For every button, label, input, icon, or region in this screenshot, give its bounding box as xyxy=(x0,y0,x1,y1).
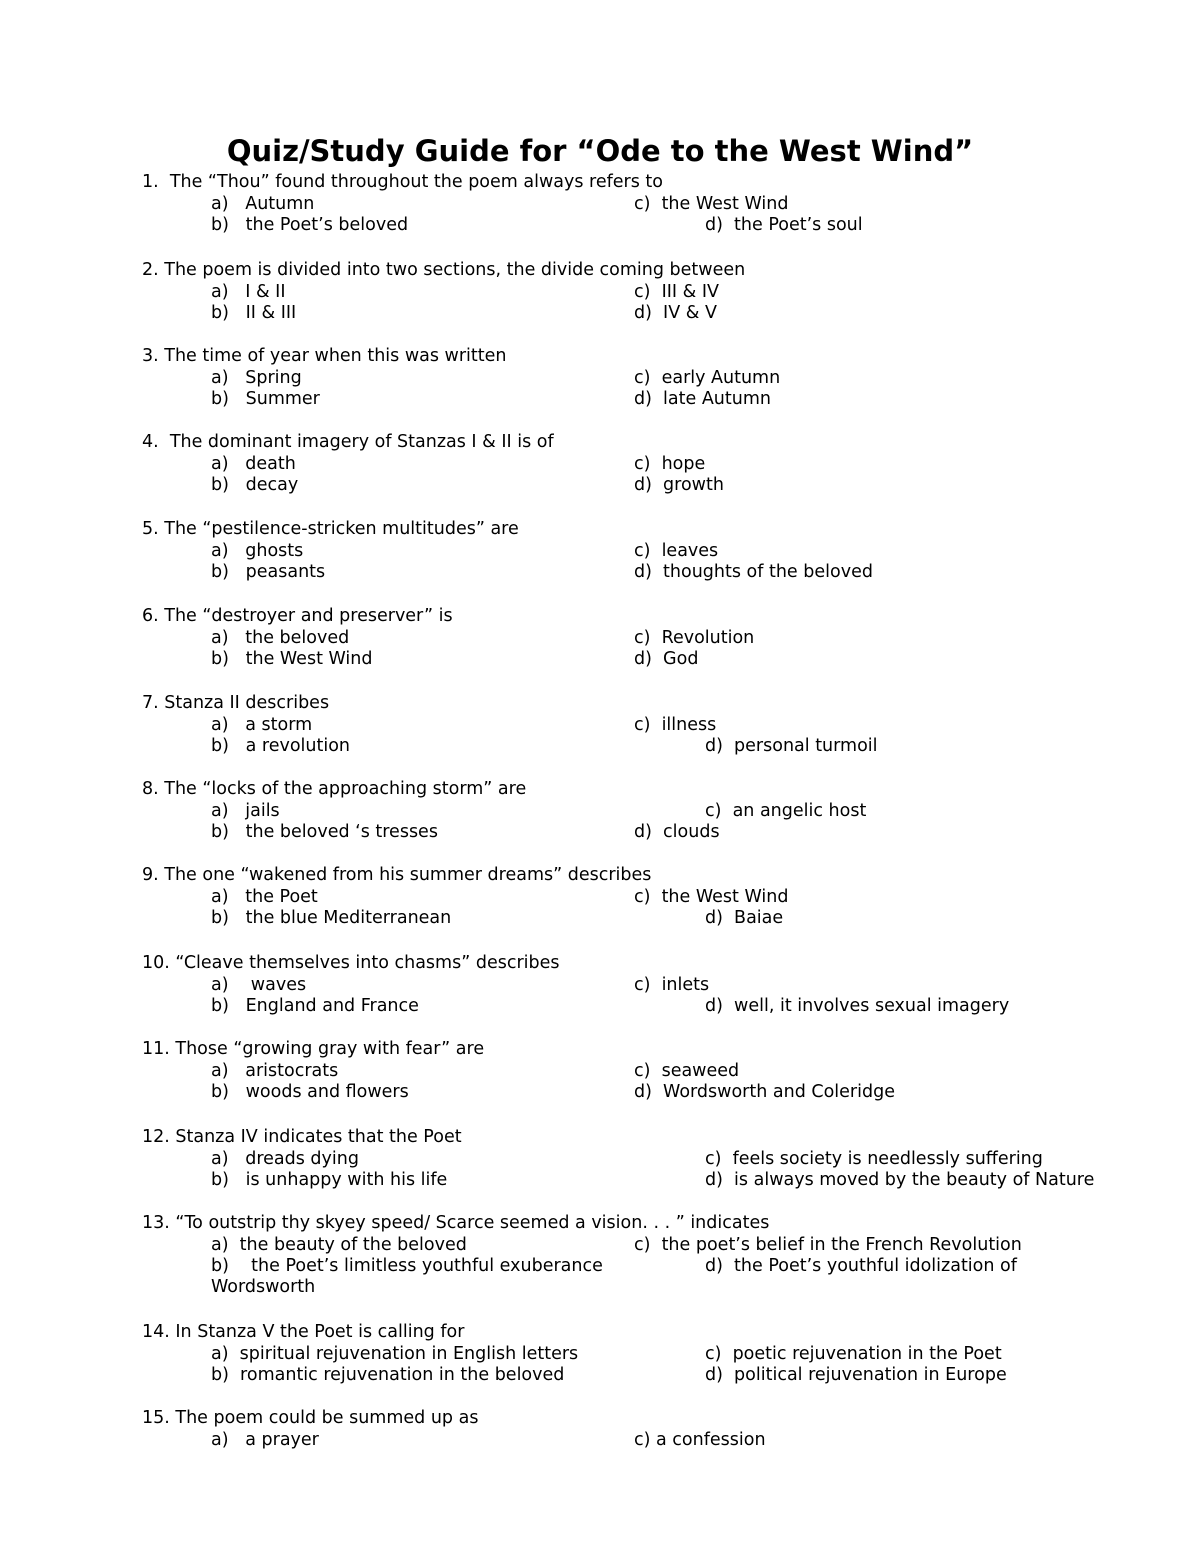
choice-a: a) dreads dying xyxy=(211,1149,359,1169)
choice-d: d) Baiae xyxy=(705,908,784,928)
choice-c: c) Revolution xyxy=(634,628,755,648)
choice-d: d) the Poet’s soul xyxy=(705,215,863,235)
choice-b: b) decay xyxy=(211,475,299,495)
choice-c: c) III & IV xyxy=(634,282,719,302)
question-11 xyxy=(0,1038,1200,1128)
question-13 xyxy=(0,1212,1200,1302)
page-title: Quiz/Study Guide for “Ode to the West Wind” xyxy=(226,134,974,169)
choice-c: c) early Autumn xyxy=(634,368,781,388)
choice-a: a) a storm xyxy=(211,715,313,735)
question-stem: 5. The “pestilence-stricken multitudes” are xyxy=(142,519,519,539)
question-stem: 3. The time of year when this was written xyxy=(142,346,507,366)
question-stem: 4. The dominant imagery of Stanzas I & II is of xyxy=(142,432,554,452)
choice-b: b) peasants xyxy=(211,562,326,582)
question-stem: 2. The poem is divided into two sections, the divide coming between xyxy=(142,260,746,280)
choice-a: a) spiritual rejuvenation in English letters xyxy=(211,1344,579,1364)
choice-a: a) death xyxy=(211,454,296,474)
choice-a: a) aristocrats xyxy=(211,1061,339,1081)
question-12 xyxy=(0,1126,1200,1216)
choice-c: c) an angelic host xyxy=(705,801,867,821)
question-stem: 11. Those “growing gray with fear” are xyxy=(142,1039,485,1059)
choice-d: d) growth xyxy=(634,475,724,495)
choice-d-continuation: Wordsworth xyxy=(211,1277,316,1297)
question-stem: 8. The “locks of the approaching storm” are xyxy=(142,779,527,799)
choice-c: c) the West Wind xyxy=(634,887,789,907)
question-stem: 12. Stanza IV indicates that the Poet xyxy=(142,1127,462,1147)
question-stem: 13. “To outstrip thy skyey speed/ Scarce seemed a vision. . . ” indicates xyxy=(142,1213,770,1233)
question-14 xyxy=(0,1321,1200,1411)
choice-c: c) illness xyxy=(634,715,717,735)
choice-b: b) is unhappy with his life xyxy=(211,1170,448,1190)
choice-c: c) the poet’s belief in the French Revolution xyxy=(634,1235,1022,1255)
choice-b: b) a revolution xyxy=(211,736,351,756)
choice-b: b) romantic rejuvenation in the beloved xyxy=(211,1365,565,1385)
choice-b: b) the blue Mediterranean xyxy=(211,908,452,928)
choice-a: a) the Poet xyxy=(211,887,318,907)
question-stem: 14. In Stanza V the Poet is calling for xyxy=(142,1322,465,1342)
choice-d: d) is always moved by the beauty of Nature xyxy=(705,1170,1095,1190)
choice-c: c) poetic rejuvenation in the Poet xyxy=(705,1344,1002,1364)
question-3 xyxy=(0,345,1200,435)
question-8 xyxy=(0,778,1200,868)
choice-d: d) well, it involves sexual imagery xyxy=(705,996,1010,1016)
question-9 xyxy=(0,864,1200,954)
choice-d: d) political rejuvenation in Europe xyxy=(705,1365,1007,1385)
choice-c: c) inlets xyxy=(634,975,710,995)
choice-a: a) jails xyxy=(211,801,280,821)
choice-d: d) Wordsworth and Coleridge xyxy=(634,1082,895,1102)
choice-b: b) the West Wind xyxy=(211,649,373,669)
question-6 xyxy=(0,605,1200,695)
question-2 xyxy=(0,259,1200,349)
choice-a: a) Spring xyxy=(211,368,302,388)
question-stem: 7. Stanza II describes xyxy=(142,693,330,713)
choice-a: a) the beauty of the beloved xyxy=(211,1235,467,1255)
question-stem: 10. “Cleave themselves into chasms” describes xyxy=(142,953,560,973)
choice-d: d) personal turmoil xyxy=(705,736,878,756)
choice-a: a) Autumn xyxy=(211,194,315,214)
choice-a: a) I & II xyxy=(211,282,286,302)
choice-d: d) IV & V xyxy=(634,303,717,323)
choice-a: a) a prayer xyxy=(211,1430,319,1450)
question-4 xyxy=(0,431,1200,521)
choice-d: d) the Poet’s youthful idolization of xyxy=(705,1256,1017,1276)
choice-c: c) hope xyxy=(634,454,706,474)
choice-b: b) the Poet’s beloved xyxy=(211,215,409,235)
question-stem: 9. The one “wakened from his summer dreams” describes xyxy=(142,865,652,885)
choice-d: d) late Autumn xyxy=(634,389,771,409)
choice-c: c) seaweed xyxy=(634,1061,740,1081)
question-stem: 6. The “destroyer and preserver” is xyxy=(142,606,453,626)
choice-b: b) the Poet’s limitless youthful exuberance xyxy=(211,1256,603,1276)
choice-b: b) II & III xyxy=(211,303,297,323)
question-10 xyxy=(0,952,1200,1042)
question-7 xyxy=(0,692,1200,782)
choice-a: a) waves xyxy=(211,975,307,995)
question-15 xyxy=(0,1407,1200,1497)
choice-c: c) feels society is needlessly suffering xyxy=(705,1149,1043,1169)
choice-d: d) clouds xyxy=(634,822,720,842)
question-stem: 15. The poem could be summed up as xyxy=(142,1408,479,1428)
choice-b: b) the beloved ‘s tresses xyxy=(211,822,438,842)
question-stem: 1. The “Thou” found throughout the poem always refers to xyxy=(142,172,663,192)
choice-d: d) thoughts of the beloved xyxy=(634,562,873,582)
choice-d: d) God xyxy=(634,649,699,669)
choice-a: a) the beloved xyxy=(211,628,350,648)
question-5 xyxy=(0,518,1200,608)
choice-c: c) a confession xyxy=(634,1430,766,1450)
choice-a: a) ghosts xyxy=(211,541,304,561)
choice-b: b) England and France xyxy=(211,996,419,1016)
choice-c: c) leaves xyxy=(634,541,719,561)
question-1 xyxy=(0,171,1200,261)
choice-b: b) Summer xyxy=(211,389,320,409)
choice-b: b) woods and flowers xyxy=(211,1082,409,1102)
choice-c: c) the West Wind xyxy=(634,194,789,214)
